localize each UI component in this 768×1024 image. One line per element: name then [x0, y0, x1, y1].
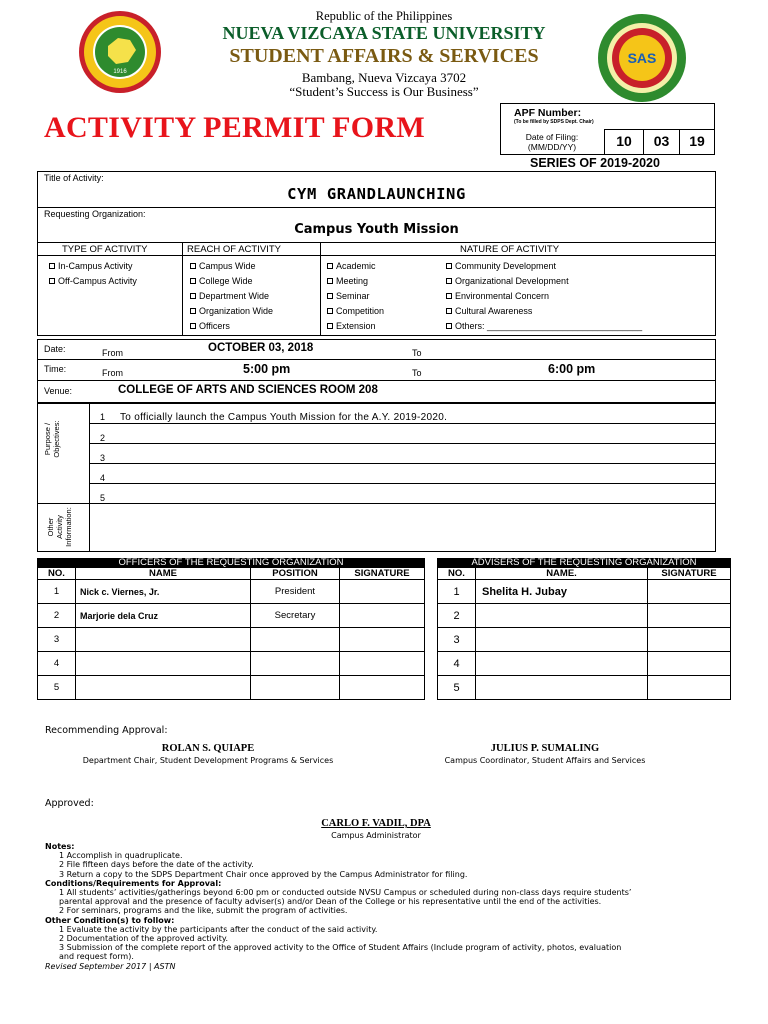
option-label: In-Campus Activity: [58, 261, 133, 271]
item-number: 3: [100, 453, 106, 463]
conditions-header: Conditions/Requirements for Approval:: [45, 878, 222, 888]
adviser-name[interactable]: [476, 628, 648, 652]
officer-position[interactable]: [251, 628, 340, 652]
recommending-approval-label: Recommending Approval:: [45, 725, 168, 736]
form-title: ACTIVITY PERMIT FORM: [44, 111, 426, 144]
officer-signature[interactable]: [340, 676, 425, 700]
nature-of-activity-header: NATURE OF ACTIVITY: [460, 244, 560, 255]
col-header: NAME: [76, 568, 251, 580]
in-campus-option[interactable]: [49, 259, 137, 274]
row-no: 2: [38, 604, 76, 628]
table-row: [438, 604, 731, 628]
row-no: 1: [38, 580, 76, 604]
university-name: NUEVA VIZCAYA STATE UNIVERSITY: [222, 23, 546, 43]
item-number: 1: [100, 412, 106, 422]
officer-position[interactable]: [251, 652, 340, 676]
approved-label: Approved:: [45, 798, 94, 809]
logo-year: 1916: [113, 69, 127, 75]
nature-option-others[interactable]: [446, 319, 642, 334]
option-label: Extension: [336, 321, 376, 331]
nature-option-seminar[interactable]: [327, 289, 384, 304]
col-header: NO.: [438, 568, 476, 580]
reach-of-activity-options: [190, 259, 273, 334]
option-label: Department Wide: [199, 291, 270, 301]
checkbox-icon: [446, 323, 452, 329]
option-label: Organization Wide: [199, 306, 274, 316]
checkbox-icon: [327, 263, 333, 269]
time-to-value[interactable]: 6:00 pm: [548, 362, 596, 376]
row-no: 1: [438, 580, 476, 604]
motto: “Student’s Success is Our Business”: [289, 84, 479, 99]
officer-position[interactable]: [251, 676, 340, 700]
option-label: Others: _______________________________: [455, 321, 643, 331]
officer-signature[interactable]: [340, 652, 425, 676]
col-header: SIGNATURE: [648, 568, 731, 580]
checkbox-icon: [446, 308, 452, 314]
nature-option-competition[interactable]: [327, 304, 384, 319]
checkbox-icon: [190, 278, 196, 284]
reach-option-organization-wide[interactable]: [190, 304, 273, 319]
activity-title: CYM GRANDLAUNCHING: [287, 185, 466, 203]
row-no: 4: [438, 652, 476, 676]
table-row: [438, 676, 731, 700]
col-header: NAME.: [476, 568, 648, 580]
note-item: 1 Accomplish in quadruplicate.: [59, 851, 183, 861]
other-condition-item: and request form).: [59, 952, 134, 962]
officer-name[interactable]: Marjorie dela Cruz: [76, 604, 251, 628]
reach-of-activity-header: REACH OF ACTIVITY: [187, 244, 281, 255]
nature-options-col2: [446, 259, 642, 334]
option-label: Organizational Development: [455, 276, 569, 286]
option-label: Environmental Concern: [455, 291, 550, 301]
nature-option-environmental-concern[interactable]: [446, 289, 642, 304]
col-header: SIGNATURE: [340, 568, 425, 580]
notes-header: Notes:: [45, 842, 75, 851]
checkbox-icon: [327, 308, 333, 314]
checkbox-icon: [190, 308, 196, 314]
adviser-signature[interactable]: [648, 604, 731, 628]
date-from-value[interactable]: OCTOBER 03, 2018: [208, 342, 314, 354]
purpose-item[interactable]: [100, 428, 447, 448]
time-label: Time:: [44, 364, 67, 374]
table-row: [38, 676, 425, 700]
title-of-activity-label: Title of Activity:: [44, 173, 104, 183]
purpose-item[interactable]: [100, 448, 447, 468]
option-label: College Wide: [199, 276, 253, 286]
other-condition-item: 2 Documentation of the approved activity.: [59, 934, 229, 944]
type-of-activity-options: [49, 259, 137, 289]
col-header: NO.: [38, 568, 76, 580]
condition-item: parental approval and the presence of faculty adviser(s) and/or Dean of the College or his representative until the end of the activities.: [59, 897, 602, 907]
table-row: [38, 604, 425, 628]
option-label: Campus Wide: [199, 261, 256, 271]
condition-item: 2 For seminars, programs and the like, submit the program of activities.: [59, 906, 348, 916]
republic-text: Republic of the Philippines: [315, 9, 453, 23]
checkbox-icon: [49, 263, 55, 269]
nature-option-cultural-awareness[interactable]: [446, 304, 642, 319]
officer-name[interactable]: [76, 652, 251, 676]
officer-signature[interactable]: [340, 604, 425, 628]
time-from-value[interactable]: 5:00 pm: [243, 362, 291, 376]
office-name: STUDENT AFFAIRS & SERVICES: [229, 45, 539, 67]
apf-number-label: APF Number:: [514, 107, 582, 119]
table-row: [38, 580, 425, 604]
option-label: Off-Campus Activity: [58, 276, 137, 286]
table-row: [438, 580, 731, 604]
row-no: 3: [38, 628, 76, 652]
signer2-name: JULIUS P. SUMALING: [490, 743, 600, 754]
table-row: [38, 628, 425, 652]
nature-option-community-development[interactable]: [446, 259, 642, 274]
date-of-filing-label: Date of Filing:: [525, 132, 579, 142]
checkbox-icon: [190, 323, 196, 329]
checkbox-icon: [446, 263, 452, 269]
sas-logo-text: SAS: [627, 50, 657, 66]
purpose-item[interactable]: [100, 468, 447, 488]
nature-options-col1: [327, 259, 384, 334]
checkbox-icon: [190, 293, 196, 299]
advisers-table-title: ADVISERS OF THE REQUESTING ORGANIZATION: [437, 558, 731, 567]
other-condition-item: 1 Evaluate the activity by the participants after the conduct of the said activity.: [59, 924, 378, 934]
checkbox-icon: [327, 293, 333, 299]
reach-option-officers[interactable]: [190, 319, 273, 334]
series-label: SERIES OF 2019-2020: [530, 156, 660, 170]
date-yy: 19: [689, 133, 705, 149]
advisers-table: [437, 567, 731, 700]
other-condition-item: 3 Submission of the complete report of the approved activity to the Office of Student Affairs (Include program of activity, photos, evaluation: [59, 943, 622, 953]
signer3-title: Campus Administrator: [331, 831, 421, 840]
checkbox-icon: [446, 278, 452, 284]
other-conditions-header: Other Condition(s) to follow:: [45, 915, 175, 925]
date-mm: 10: [616, 133, 632, 149]
nature-option-organizational-development[interactable]: [446, 274, 642, 289]
signer2-title: Campus Coordinator, Student Affairs and Services: [444, 756, 646, 765]
apf-note: (To be filled by SDPS Dept. Chair): [514, 119, 594, 125]
note-item: 3 Return a copy to the SDPS Department Chair once approved by the Campus Administrator for filing.: [59, 869, 468, 879]
officers-table-title: OFFICERS OF THE REQUESTING ORGANIZATION: [37, 558, 425, 567]
adviser-name[interactable]: [476, 604, 648, 628]
officer-signature[interactable]: [340, 580, 425, 604]
adviser-name[interactable]: [476, 652, 648, 676]
officers-table: [37, 567, 425, 700]
purpose-item[interactable]: [100, 488, 447, 508]
venue-value[interactable]: COLLEGE OF ARTS AND SCIENCES ROOM 208: [118, 384, 378, 396]
option-label: Seminar: [336, 291, 370, 301]
checkbox-icon: [327, 278, 333, 284]
condition-item: 1 All students’ activities/gatherings beyond 6:00 pm or conducted outside NVSU Campus or scheduled during non-class days require students’: [59, 888, 632, 898]
officer-name[interactable]: [76, 628, 251, 652]
other-activity-info-label: Other Activity Information:: [46, 507, 73, 547]
item-number: 5: [100, 493, 106, 503]
nature-option-meeting[interactable]: [327, 274, 384, 289]
option-label: Academic: [336, 261, 376, 271]
signer3-name: CARLO F. VADIL, DPA: [321, 818, 431, 829]
adviser-signature[interactable]: [648, 628, 731, 652]
signer1-title: Department Chair, Student Development Programs & Services: [82, 756, 334, 765]
off-campus-option[interactable]: [49, 274, 137, 289]
nature-option-extension[interactable]: [327, 319, 384, 334]
type-of-activity-header: TYPE OF ACTIVITY: [62, 244, 148, 255]
reach-option-department-wide[interactable]: [190, 289, 273, 304]
purpose-item[interactable]: [100, 407, 447, 428]
row-no: 4: [38, 652, 76, 676]
adviser-name[interactable]: Shelita H. Jubay: [476, 580, 648, 604]
revision-note: Revised September 2017 | ASTN: [45, 961, 176, 971]
time-to-label: To: [412, 368, 422, 378]
nature-option-academic[interactable]: [327, 259, 384, 274]
checkbox-icon: [446, 293, 452, 299]
option-label: Officers: [199, 321, 230, 331]
requesting-org-label: Requesting Organization:: [44, 209, 146, 219]
table-row: [38, 652, 425, 676]
table-row: [438, 628, 731, 652]
purpose-label: Purpose / Objectives:: [43, 420, 61, 458]
time-from-label: From: [102, 368, 123, 378]
venue-label: Venue:: [44, 386, 73, 396]
row-no: 5: [38, 676, 76, 700]
date-dd: 03: [653, 133, 670, 149]
checkbox-icon: [190, 263, 196, 269]
note-item: 2 File fifteen days before the date of the activity.: [59, 860, 254, 870]
date-from-label: From: [102, 348, 123, 358]
adviser-signature[interactable]: [648, 676, 731, 700]
checkbox-icon: [49, 278, 55, 284]
address: Bambang, Nueva Vizcaya 3702: [301, 70, 467, 85]
row-no: 3: [438, 628, 476, 652]
officer-name[interactable]: [76, 676, 251, 700]
officer-signature[interactable]: [340, 628, 425, 652]
date-format: (MM/DD/YY): [527, 142, 577, 152]
checkbox-icon: [327, 323, 333, 329]
option-label: Competition: [336, 306, 385, 316]
purpose-list: [100, 407, 447, 508]
adviser-name[interactable]: [476, 676, 648, 700]
col-header: POSITION: [251, 568, 340, 580]
signer1-name: ROLAN S. QUIAPE: [161, 743, 255, 754]
date-label: Date:: [44, 344, 66, 354]
date-to-label: To: [412, 348, 422, 358]
officer-name[interactable]: Nick c. Viernes, Jr.: [76, 580, 251, 604]
requesting-org: Campus Youth Mission: [294, 222, 459, 237]
row-no: 2: [438, 604, 476, 628]
notes-section: [45, 842, 735, 971]
option-label: Cultural Awareness: [455, 306, 533, 316]
adviser-signature[interactable]: [648, 652, 731, 676]
officer-position[interactable]: President: [251, 580, 340, 604]
item-number: 2: [100, 433, 106, 443]
reach-option-college-wide[interactable]: [190, 274, 273, 289]
item-number: 4: [100, 473, 106, 483]
officer-position[interactable]: Secretary: [251, 604, 340, 628]
table-row: [438, 652, 731, 676]
item-text: To officially launch the Campus Youth Mission for the A.Y. 2019-2020.: [120, 412, 448, 423]
option-label: Community Development: [455, 261, 557, 271]
row-no: 5: [438, 676, 476, 700]
option-label: Meeting: [336, 276, 369, 286]
adviser-signature[interactable]: [648, 580, 731, 604]
reach-option-campus-wide[interactable]: [190, 259, 273, 274]
